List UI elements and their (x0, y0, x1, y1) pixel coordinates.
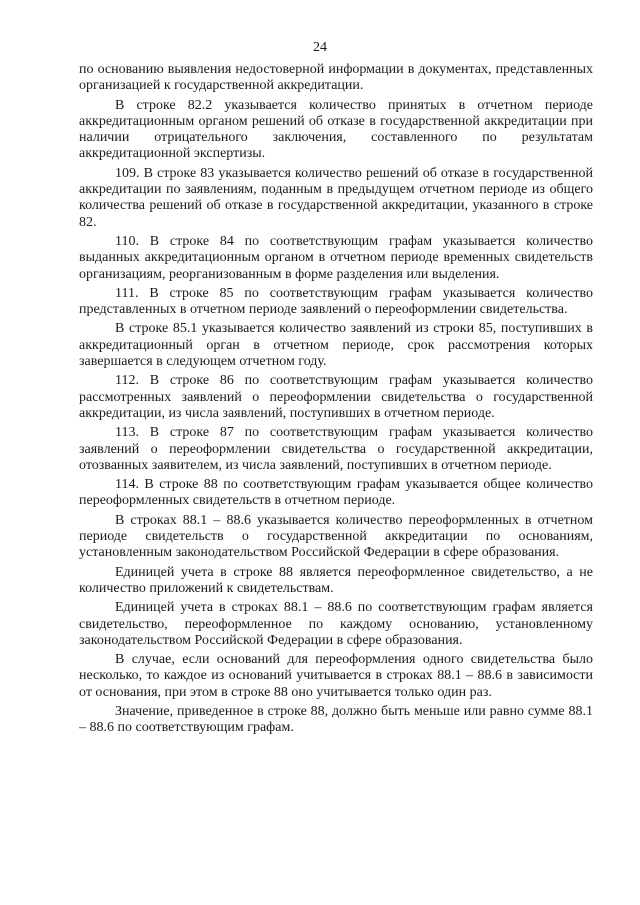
paragraph-8: 113. В строке 87 по соответствующим графам указывается количество заявлений о переоформлении свидетельства о государственной аккредитации, отозванных заявителем, из числа заявлений, поступивших в отчетном периоде. (79, 425, 593, 473)
paragraph-6: В строке 85.1 указывается количество заявлений из строки 85, поступивших в аккредитационный орган в отчетном периоде, срок рассмотрения которых завершается в следующем отчетном году. (79, 321, 593, 370)
paragraph-5: 111. В строке 85 по соответствующим графам указывается количество представленных в отчетном периоде заявлений о переоформлении свидетельства. (79, 285, 593, 318)
paragraph-1: по основанию выявления недостоверной информации в документах, представленных организацией к государственной аккредитации. (79, 62, 593, 94)
document-body (79, 62, 593, 740)
paragraph-9: 114. В строке 88 по соответствующим графам указывается общее количество переоформленных свидетельств в отчетном периоде. (79, 477, 593, 509)
paragraph-4: 110. В строке 84 по соответствующим графам указывается количество выданных аккредитационным органом в отчетном периоде временных свидетельств организациям, реорганизованным в форме разделения или выделения. (79, 233, 593, 282)
paragraph-7: 112. В строке 86 по соответствующим графам указывается количество рассмотренных заявлений о переоформлении свидетельства о государственной аккредитации, из числа заявлений, поступивших в отчетном периоде. (79, 373, 593, 421)
paragraph-2: В строке 82.2 указывается количество принятых в отчетном периоде аккредитационным органом решений об отказе в государственной аккредитации при наличии отрицательного заключения, составленного по результатам аккредитационной экспертизы. (79, 97, 593, 162)
paragraph-10: В строках 88.1 – 88.6 указывается количество переоформленных в отчетном периоде свидетельств о государственной аккредитации по основаниям, установленным законодательством Российской Федерации в сфере образования. (79, 512, 593, 561)
paragraph-14: Значение, приведенное в строке 88, должно быть меньше или равно сумме 88.1 – 88.6 по соответствующим графам. (79, 703, 593, 736)
paragraph-3: 109. В строке 83 указывается количество решений об отказе в государственной аккредитации по заявлениям, поданным в предыдущем отчетном периоде из общего количества решений об отказе в государственной аккредитации, указанного в строке 82. (79, 165, 593, 230)
paragraph-13: В случае, если оснований для переоформления одного свидетельства было несколько, то каждое из оснований учитывается в строках 88.1 – 88.6 в зависимости от основания, при этом в строке 88 оно учитывается только один раз. (79, 652, 593, 700)
paragraph-11: Единицей учета в строке 88 является переоформленное свидетельство, а не количество приложений к свидетельствам. (79, 564, 593, 596)
paragraph-12: Единицей учета в строках 88.1 – 88.6 по соответствующим графам является свидетельство, переоформленное по каждому основанию, установленному законодательством Российской Федерации в сфере образования. (79, 600, 593, 648)
page-number: 24 (313, 40, 327, 55)
